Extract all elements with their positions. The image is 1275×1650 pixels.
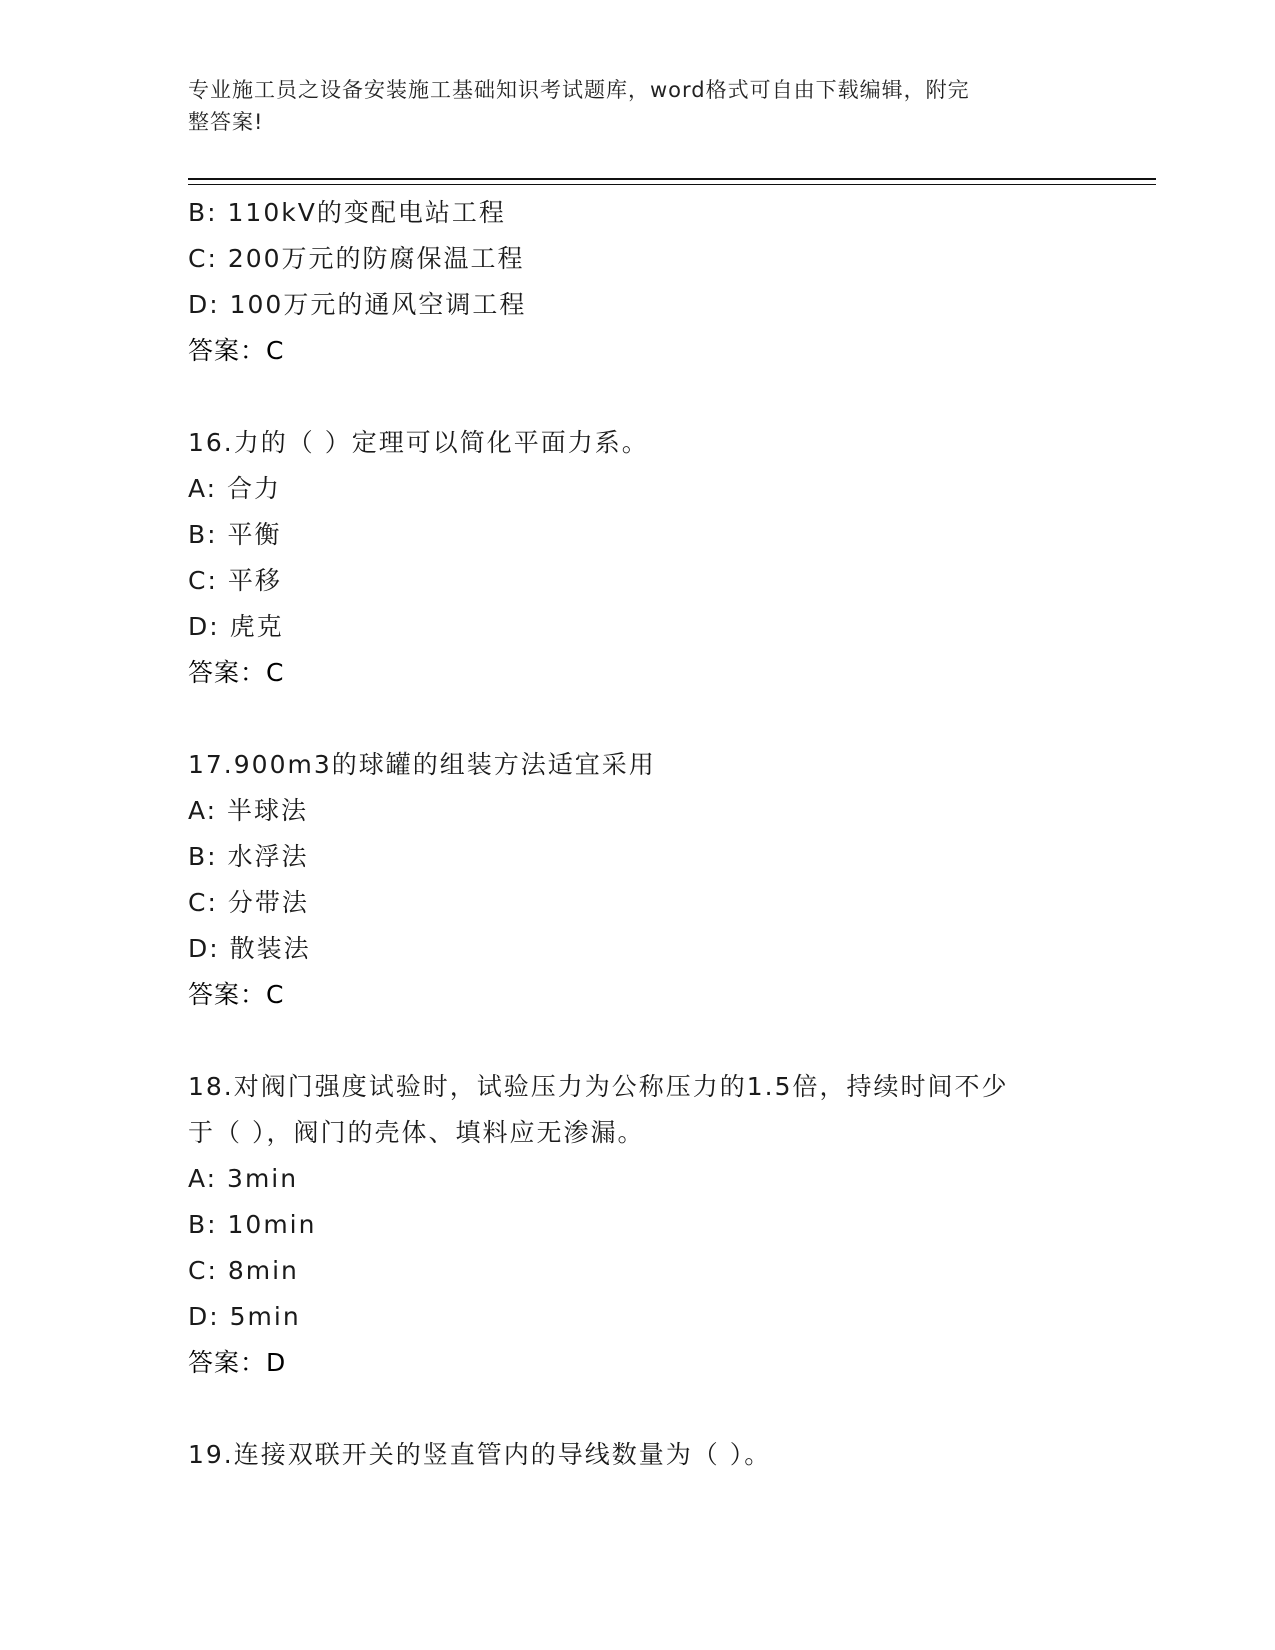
option-d: D: 5min bbox=[188, 1302, 301, 1331]
header-rule-thick bbox=[188, 178, 1156, 180]
spacer bbox=[188, 374, 1088, 420]
option-c: C: 200万元的防腐保温工程 bbox=[188, 244, 525, 273]
question-text: 19.连接双联开关的竖直管内的导线数量为（ ）。 bbox=[188, 1440, 772, 1469]
answer-text: 答案：C bbox=[188, 658, 285, 687]
spacer bbox=[188, 1018, 1088, 1064]
option-c: C: 分带法 bbox=[188, 888, 309, 917]
option-a: A: 3min bbox=[188, 1164, 299, 1193]
option-b: B: 110kV的变配电站工程 bbox=[188, 198, 506, 227]
option-c: C: 8min bbox=[188, 1256, 299, 1285]
option-d: D: 散装法 bbox=[188, 934, 311, 963]
answer-text: 答案：C bbox=[188, 980, 285, 1009]
option-c: C: 平移 bbox=[188, 566, 282, 595]
option-a: A: 半球法 bbox=[188, 796, 309, 825]
question-list bbox=[188, 190, 1088, 1478]
header-line-1: 专业施工员之设备安装施工基础知识考试题库，word格式可自由下载编辑，附完 bbox=[188, 78, 970, 102]
option-b: B: 水浮法 bbox=[188, 842, 309, 871]
question-block-17 bbox=[188, 742, 1088, 1018]
question-text-line-1: 18.对阀门强度试验时，试验压力为公称压力的1.5倍，持续时间不少 bbox=[188, 1072, 1009, 1101]
answer-text: 答案：C bbox=[188, 336, 285, 365]
document-header bbox=[188, 74, 1068, 138]
answer-text: 答案：D bbox=[188, 1348, 287, 1377]
spacer bbox=[188, 696, 1088, 742]
option-d: D: 虎克 bbox=[188, 612, 284, 641]
option-a: A: 合力 bbox=[188, 474, 282, 503]
option-b: B: 平衡 bbox=[188, 520, 282, 549]
question-text: 16.力的（ ）定理可以简化平面力系。 bbox=[188, 428, 649, 457]
question-block-18 bbox=[188, 1064, 1088, 1386]
option-d: D: 100万元的通风空调工程 bbox=[188, 290, 527, 319]
question-block-16 bbox=[188, 420, 1088, 696]
question-text: 17.900m3的球罐的组装方法适宜采用 bbox=[188, 750, 656, 779]
option-b: B: 10min bbox=[188, 1210, 317, 1239]
question-block-15 bbox=[188, 190, 1088, 374]
spacer bbox=[188, 1386, 1088, 1432]
question-text-line-2: 于（ ），阀门的壳体、填料应无渗漏。 bbox=[188, 1118, 645, 1147]
header-line-2: 整答案! bbox=[188, 110, 264, 134]
question-block-19 bbox=[188, 1432, 1088, 1478]
header-rule-thin bbox=[188, 184, 1156, 185]
